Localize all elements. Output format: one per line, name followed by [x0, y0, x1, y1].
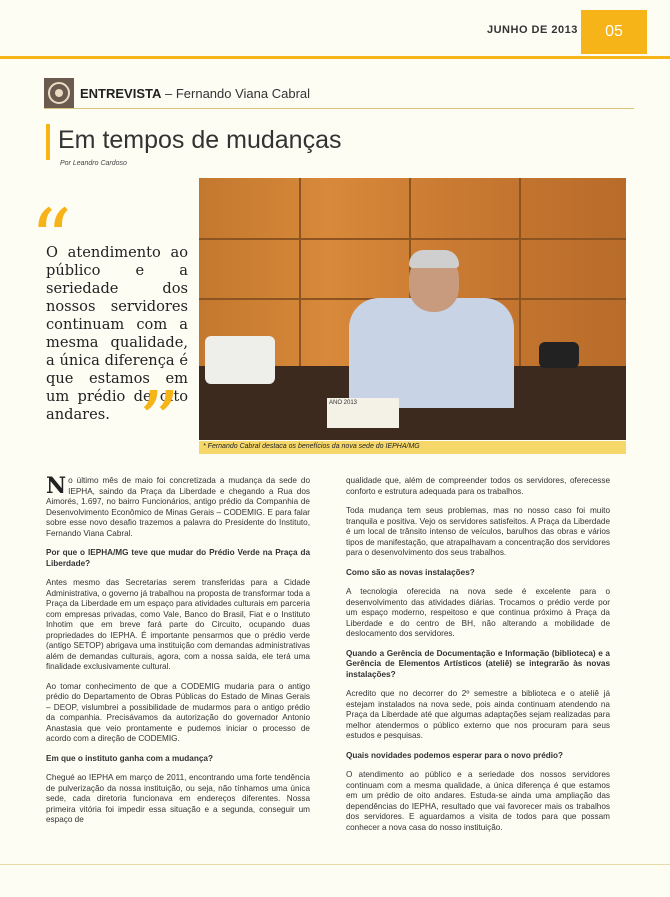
paragraph-text: Em que o instituto ganha com a mudança?	[46, 753, 213, 763]
paragraph-text: Ao tomar conhecimento de que a CODEMIG mudaria para o antigo prédio do Departamento de Obras Públicas do Estado de Minas Gerais – DEOP, vislumbrei a possibilidade de mudarmos para o antigo prédio da companhia. Precisávamos da autorização do governador Antonio Anastasia que veio prontamente e pudemos iniciar o processo de acordo com a direção de CODEMIG.	[46, 681, 310, 743]
interview-photo	[199, 178, 626, 440]
paragraph-text: Toda mudança tem seus problemas, mas no nosso caso foi muito tranquila e positiva. Vejo os servidores satisfeitos. A Praça da Liberdade é um local de trânsito intenso de veículos, barulhos das obras e vários tipos de manifestação, que atrapalhavam a concentração dos servidores para o desenvolvimento dos seus trabalhos.	[346, 506, 610, 557]
section-label-rest: – Fernando Viana Cabral	[161, 86, 311, 101]
paragraph	[346, 506, 610, 559]
paragraph	[346, 689, 610, 742]
paragraph-text: Como são as novas instalações?	[346, 567, 475, 577]
paragraph-text: Chegué ao IEPHA em março de 2011, encontrando uma forte tendência de pulverização da nossa instituição, ou seja, não tínhamos uma única sede, cada diretoria funcionava em endereços diferentes. Nossa primeira vitória foi impedir essa situação e a segunda, conseguir um espaço de	[46, 773, 310, 824]
quote-open-mark: “	[30, 193, 72, 288]
question-heading	[346, 751, 610, 762]
paragraph-text: Acredito que no decorrer do 2º semestre a biblioteca e o ateliê já estejam instalados na nova sede, pois ainda continuam atendendo na Praça da Liberdade até que algumas adaptações sejam realizadas para melhor atendermos o público externo que nos procuram para seus estudos e pesquisas.	[346, 689, 610, 740]
paragraph	[46, 473, 310, 539]
article-byline: Por Leandro Cardoso	[60, 160, 127, 167]
paragraph-text: qualidade que, além de compreender todos os servidores, oferecesse conforto e estrutura adequada para os trabalhos.	[346, 476, 610, 496]
section-bar	[44, 78, 634, 109]
paragraph-text: Por que o IEPHA/MG teve que mudar do Prédio Verde na Praça da Liberdade?	[46, 548, 310, 568]
paragraph-text: O atendimento ao público e a seriedade dos nossos servidores continuam com a mesma qualidade, a única diferença é que estamos em um prédio de oito andares. Estuda-se ainda uma ampliação das dependências do IEPHA, resultado que vai favorecer mais os trabalhos dos servidores. E aguardamos a visita de todos para que possam conhecer a nova casa do nosso instituição.	[346, 770, 610, 832]
paragraph-text: Quando a Gerência de Documentação e Informação (biblioteca) e a Gerência de Elementos Artísticos (ateliê) se integrarão às novas instalações?	[346, 648, 610, 679]
paragraph	[46, 682, 310, 745]
paragraph-text: o último mês de maio foi concretizada a mudança da sede do IEPHA, saindo da Praça da Liberdade e chegando a Rua dos Aimorés, 1.697, no bairro Funcionários, antigo prédio da Companhia de Desenvolvimento Econômico de Minas Gerais – CODEMIG. E para falar sobre esse novo desafio trazemos a palavra do Presidente do Instituto, Fernando Viana Cabral.	[46, 476, 310, 538]
paragraph	[346, 770, 610, 833]
page-number: 05	[581, 10, 647, 54]
section-label	[80, 86, 310, 101]
question-heading	[46, 548, 310, 569]
paragraph-text: Antes mesmo das Secretarias serem transferidas para a Cidade Administrativa, o governo já trabalhou na proposta de transformar toda a Praça da Liberdade em um espaço para atividades culturais em parceria com empresas privadas, como Vale, Banco do Brasil, Fiat e o Instituto Inhotim que em breve fará parte do Circuito, ocupando duas propriedades do IEPHA. É importante pensarmos que o prédio verde (antigo SETOP) abrigava uma instituição com demandas administrativas além de demandas culturais, agora, com a nossa saída, ele terá uma finalidade exclusivamente cultural.	[46, 578, 310, 671]
photo-calendar-text: ANO 2013	[329, 400, 358, 406]
title-accent-bar	[46, 124, 50, 160]
header-date: JUNHO DE 2013	[487, 24, 578, 36]
quote-close-mark: ”	[138, 375, 180, 470]
section-logo-icon	[44, 78, 74, 108]
column-right	[346, 476, 610, 842]
paragraph	[346, 476, 610, 497]
paragraph	[346, 587, 610, 640]
footer-rule	[0, 864, 670, 865]
header-rule	[0, 56, 670, 59]
section-label-bold: ENTREVISTA	[80, 86, 162, 101]
pull-quote: O atendimento ao público e a seriedade dos nossos servidores continuam com a mesma qualidade, a única diferença é que estamos em um prédio de oito andares.	[46, 244, 188, 423]
question-heading	[46, 754, 310, 765]
paragraph	[46, 773, 310, 826]
paragraph-text: Quais novidades podemos esperar para o novo prédio?	[346, 750, 564, 760]
photo-caption: * Fernando Cabral destaca os benefícios da nova sede do IEPHA/MG	[199, 441, 626, 454]
column-left	[46, 473, 310, 835]
paragraph	[46, 578, 310, 673]
question-heading	[346, 649, 610, 681]
article-title: Em tempos de mudanças	[58, 126, 342, 154]
question-heading	[346, 568, 610, 579]
drop-cap: N	[46, 473, 67, 499]
paragraph-text: A tecnologia oferecida na nova sede é excelente para o desenvolvimento das atividades diárias. Trocamos o prédio verde por um espaço moderno, respeitoso e que continua próximo à Praça da Liberdade e do centro de BH, não alterando a mobilidade de deslocamento dos servidores.	[346, 587, 610, 638]
